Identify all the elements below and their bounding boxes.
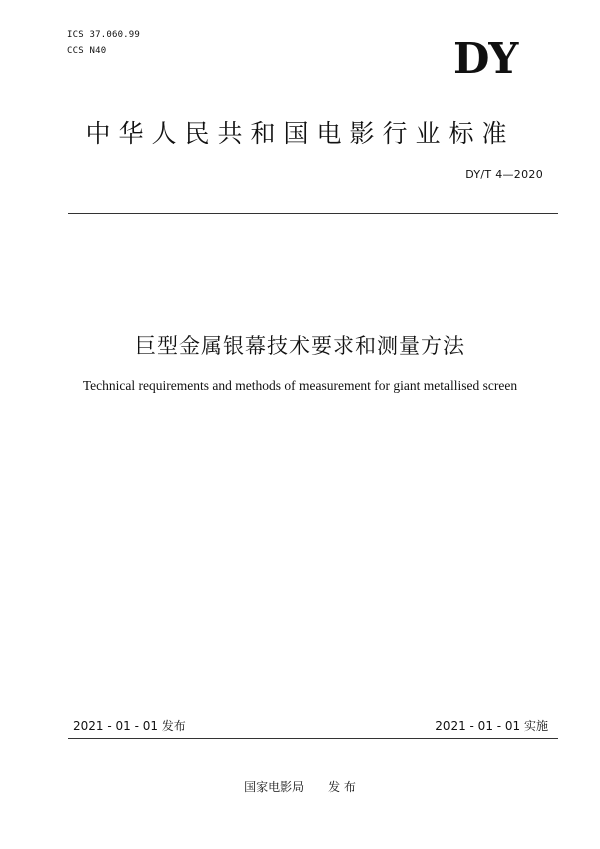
implementation-date: 2021 - 01 - 01 实施	[435, 719, 548, 733]
issuer-name: 国家电影局	[244, 780, 305, 794]
standard-number: DY/T 4—2020	[465, 168, 543, 181]
issuer-line	[0, 778, 600, 795]
top-divider	[68, 213, 558, 214]
standard-logo: DY	[453, 34, 518, 83]
bottom-divider	[68, 738, 558, 739]
issuer-action: 发 布	[328, 780, 356, 794]
ccs-code: CCS N40	[67, 46, 107, 56]
ics-code: ICS 37.060.99	[67, 30, 141, 40]
industry-standard-title: 中华人民共和国电影行业标准	[85, 119, 515, 148]
publish-date: 2021 - 01 - 01 发布	[73, 719, 186, 733]
document-title-en: Technical requirements and methods of measurement for giant metallised screen	[82, 378, 518, 393]
document-title-cn: 巨型金属银幕技术要求和测量方法	[135, 334, 465, 358]
